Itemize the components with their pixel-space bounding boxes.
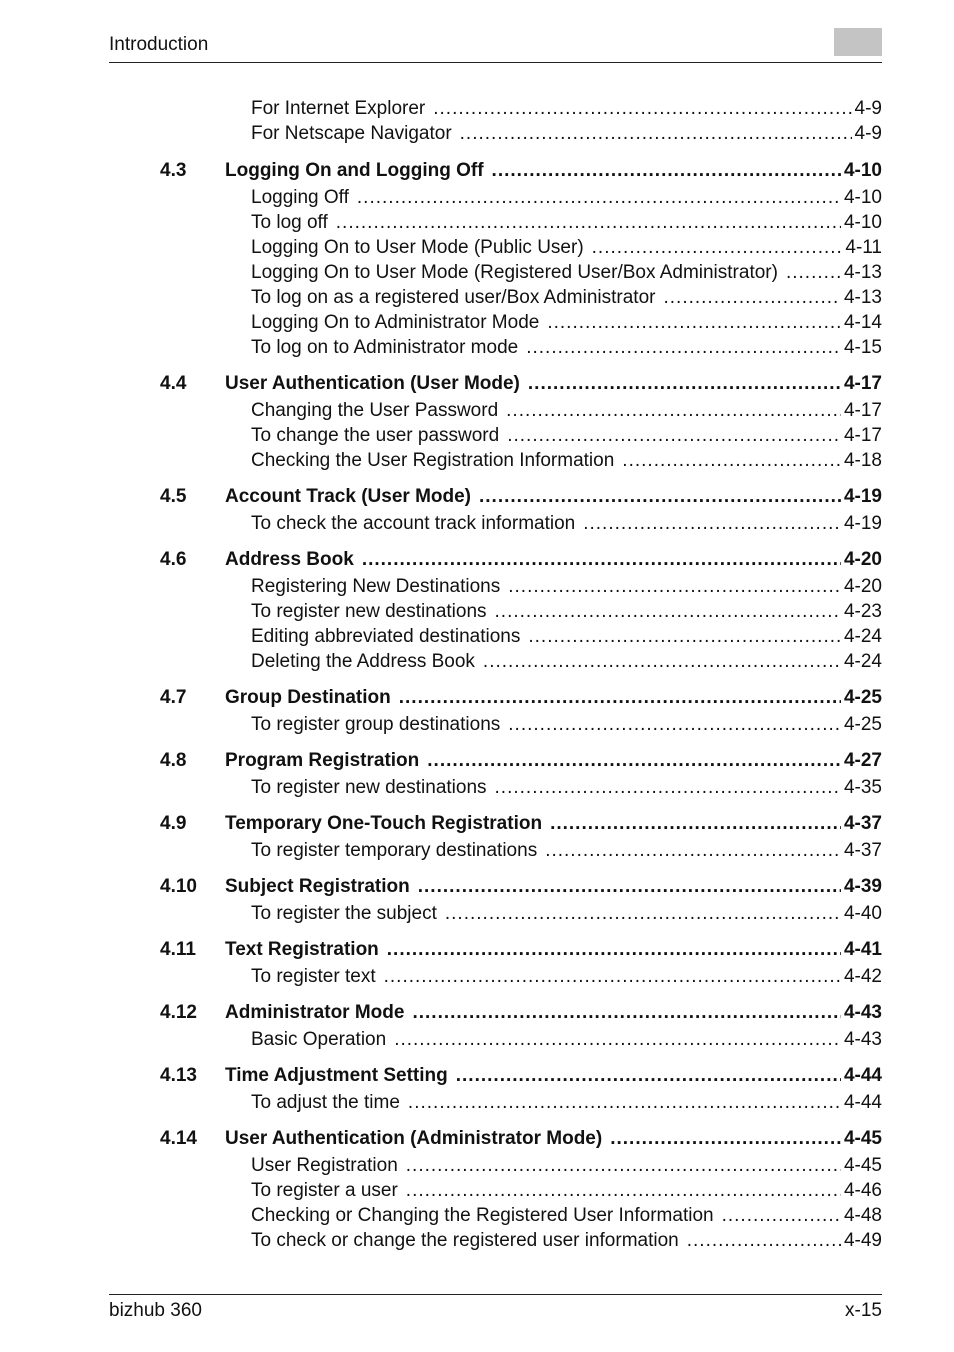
toc-leader-dots [786,260,841,285]
toc-section-number: 4.12 [160,1002,197,1023]
toc-entry-title: Account Track (User Mode) [225,486,471,507]
toc-section-entry[interactable] [160,685,882,710]
toc-leader-dots [663,285,840,310]
toc-leader-dots [483,649,841,674]
toc-page-number: 4-10 [843,160,882,181]
toc-section-number: 4.11 [160,939,196,960]
toc-section-entry[interactable] [160,874,882,899]
toc-subsection-entry[interactable] [160,1178,882,1203]
toc-section-number: 4.8 [160,750,187,771]
toc-leader-dots [433,96,851,121]
toc-page-number: 4-45 [843,1128,882,1149]
toc-section-entry[interactable] [160,484,882,509]
toc-subsection-entry[interactable] [160,1228,882,1253]
toc-page-number: 4-20 [843,549,882,570]
toc-entry-title: To register temporary destinations [251,840,538,861]
toc-leader-dots [408,1090,841,1115]
toc-entry-title: For Internet Explorer [251,98,426,119]
toc-leader-dots [399,685,841,710]
toc-page-number: 4-49 [843,1230,882,1251]
toc-subsection-entry[interactable] [160,96,882,121]
toc-leader-dots [592,235,843,260]
toc-leader-dots [492,158,841,183]
toc-entry-title: Logging On to Administrator Mode [251,312,540,333]
toc-subsection-entry[interactable] [160,1153,882,1178]
toc-leader-dots [357,185,841,210]
toc-subsection-entry[interactable] [160,649,882,674]
toc-entry-title: Text Registration [225,939,379,960]
toc-page-number: 4-24 [843,651,882,672]
toc-entry-title: To log on to Administrator mode [251,337,519,358]
toc-entry-title: To register group destinations [251,714,501,735]
toc-entry-title: Subject Registration [225,876,410,897]
toc-subsection-entry[interactable] [160,335,882,360]
toc-page-number: 4-20 [843,576,882,597]
toc-section-number: 4.14 [160,1128,197,1149]
toc-subsection-entry[interactable] [160,511,882,536]
toc-subsection-entry[interactable] [160,448,882,473]
toc-entry-title: Temporary One-Touch Registration [225,813,543,834]
toc-page-number: 4-23 [843,601,882,622]
toc-page-number: 4-13 [843,262,882,283]
toc-subsection-entry[interactable] [160,210,882,235]
toc-entry-title: Administrator Mode [225,1002,405,1023]
toc-page-number: 4-11 [845,237,882,258]
toc-entry-title: To change the user password [251,425,500,446]
toc-page-number: 4-40 [843,903,882,924]
toc-subsection-entry[interactable] [160,235,882,260]
toc-page-number: 4-19 [843,486,882,507]
toc-leader-dots [507,423,841,448]
toc-leader-dots [508,712,841,737]
toc-subsection-entry[interactable] [160,574,882,599]
toc-page-number: 4-43 [843,1002,882,1023]
toc-page-number: 4-45 [843,1155,882,1176]
toc-section-entry[interactable] [160,937,882,962]
toc-section-number: 4.13 [160,1065,197,1086]
toc-section-entry[interactable] [160,748,882,773]
toc-entry-title: Group Destination [225,687,391,708]
toc-page-number: 4-46 [843,1180,882,1201]
toc-leader-dots [528,624,841,649]
toc-entry-title: Registering New Destinations [251,576,501,597]
toc-leader-dots [418,874,841,899]
page-number: x-15 [845,1300,882,1321]
toc-subsection-entry[interactable] [160,121,882,146]
toc-leader-dots [406,1153,841,1178]
toc-entry-title: Time Adjustment Setting [225,1065,448,1086]
toc-entry-title: Address Book [225,549,354,570]
toc-entry-title: To log on as a registered user/Box Administrator [251,287,656,308]
toc-page-number: 4-10 [843,212,882,233]
toc-entry-title: Checking the User Registration Information [251,450,615,471]
toc-page-number: 4-37 [843,813,882,834]
toc-page-number: 4-42 [843,966,882,987]
toc-subsection-entry[interactable] [160,775,882,800]
toc-entry-title: Logging On to User Mode (Public User) [251,237,584,258]
toc-subsection-entry[interactable] [160,712,882,737]
toc-section-number: 4.4 [160,373,187,394]
product-name: bizhub 360 [109,1300,202,1321]
toc-entry-title: To check or change the registered user information [251,1230,679,1251]
toc-page-number: 4-10 [843,187,882,208]
toc-leader-dots [622,448,841,473]
toc-entry-title: Logging On to User Mode (Registered User/Box Administrator) [251,262,778,283]
toc-page-number: 4-17 [843,400,882,421]
toc-entry-title: To register text [251,966,376,987]
toc-leader-dots [406,1178,841,1203]
page-header [109,30,882,63]
toc-subsection-entry[interactable] [160,310,882,335]
toc-page-number: 4-48 [843,1205,882,1226]
toc-section-entry[interactable] [160,1126,882,1151]
toc-page-number: 4-9 [854,123,882,144]
toc-leader-dots [362,547,841,572]
toc-subsection-entry[interactable] [160,1203,882,1228]
toc-entry-title: Logging Off [251,187,349,208]
toc-section-entry[interactable] [160,1063,882,1088]
table-of-contents [160,96,882,1253]
toc-entry-title: To log off [251,212,328,233]
chapter-title: Introduction [109,34,209,55]
toc-leader-dots [506,398,841,423]
toc-leader-dots [460,121,852,146]
toc-leader-dots [427,748,841,773]
toc-page-number: 4-39 [843,876,882,897]
toc-entry-title: Editing abbreviated destinations [251,626,521,647]
chapter-tab-marker [834,28,882,56]
toc-page-number: 4-43 [843,1029,882,1050]
toc-leader-dots [336,210,841,235]
toc-page-number: 4-13 [843,287,882,308]
toc-entry-title: User Authentication (Administrator Mode) [225,1128,603,1149]
toc-entry-title: Deleting the Address Book [251,651,475,672]
toc-page-number: 4-25 [843,714,882,735]
toc-leader-dots [610,1126,841,1151]
toc-section-entry[interactable] [160,158,882,183]
toc-leader-dots [528,371,841,396]
toc-section-number: 4.3 [160,160,187,181]
toc-leader-dots [526,335,841,360]
toc-entry-title: Changing the User Password [251,400,499,421]
toc-section-entry[interactable] [160,371,882,396]
toc-page-number: 4-25 [843,687,882,708]
toc-entry-title: To register new destinations [251,777,487,798]
toc-page-number: 4-24 [843,626,882,647]
toc-leader-dots [722,1203,841,1228]
toc-subsection-entry[interactable] [160,185,882,210]
toc-entry-title: To check the account track information [251,513,576,534]
toc-entry-title: To register the subject [251,903,437,924]
toc-leader-dots [387,937,841,962]
toc-subsection-entry[interactable] [160,624,882,649]
toc-leader-dots [479,484,841,509]
toc-section-number: 4.7 [160,687,187,708]
toc-entry-title: For Netscape Navigator [251,123,452,144]
toc-page-number: 4-44 [843,1065,882,1086]
toc-entry-title: To register a user [251,1180,398,1201]
toc-leader-dots [394,1027,841,1052]
toc-page-number: 4-35 [843,777,882,798]
toc-subsection-entry[interactable] [160,285,882,310]
toc-page-number: 4-9 [854,98,882,119]
toc-page-number: 4-44 [843,1092,882,1113]
toc-entry-title: User Authentication (User Mode) [225,373,520,394]
toc-leader-dots [412,1000,841,1025]
toc-page-number: 4-14 [843,312,882,333]
toc-entry-title: Basic Operation [251,1029,387,1050]
toc-page-number: 4-37 [843,840,882,861]
toc-section-number: 4.5 [160,486,187,507]
toc-leader-dots [384,964,841,989]
toc-page-number: 4-27 [843,750,882,771]
toc-leader-dots [495,775,841,800]
toc-section-number: 4.9 [160,813,187,834]
toc-leader-dots [547,310,841,335]
toc-entry-title: Program Registration [225,750,420,771]
toc-section-number: 4.10 [160,876,197,897]
toc-page-number: 4-15 [843,337,882,358]
toc-leader-dots [583,511,841,536]
toc-leader-dots [445,901,841,926]
toc-entry-title: Logging On and Logging Off [225,160,484,181]
toc-subsection-entry[interactable] [160,964,882,989]
toc-entry-title: To register new destinations [251,601,487,622]
toc-section-entry[interactable] [160,811,882,836]
toc-subsection-entry[interactable] [160,1090,882,1115]
toc-page-number: 4-41 [843,939,882,960]
page-footer [109,1294,882,1321]
toc-leader-dots [508,574,841,599]
toc-section-entry[interactable] [160,1000,882,1025]
toc-subsection-entry[interactable] [160,901,882,926]
toc-subsection-entry[interactable] [160,599,882,624]
toc-leader-dots [550,811,841,836]
toc-leader-dots [456,1063,841,1088]
toc-subsection-entry[interactable] [160,260,882,285]
toc-leader-dots [687,1228,841,1253]
toc-page-number: 4-17 [843,373,882,394]
toc-subsection-entry[interactable] [160,1027,882,1052]
toc-leader-dots [495,599,841,624]
toc-subsection-entry[interactable] [160,423,882,448]
toc-entry-title: User Registration [251,1155,398,1176]
toc-section-entry[interactable] [160,547,882,572]
toc-entry-title: To adjust the time [251,1092,400,1113]
toc-page-number: 4-19 [843,513,882,534]
toc-page-number: 4-17 [843,425,882,446]
toc-page-number: 4-18 [843,450,882,471]
toc-entry-title: Checking or Changing the Registered User Information [251,1205,714,1226]
toc-subsection-entry[interactable] [160,398,882,423]
toc-leader-dots [545,838,841,863]
toc-subsection-entry[interactable] [160,838,882,863]
toc-section-number: 4.6 [160,549,187,570]
